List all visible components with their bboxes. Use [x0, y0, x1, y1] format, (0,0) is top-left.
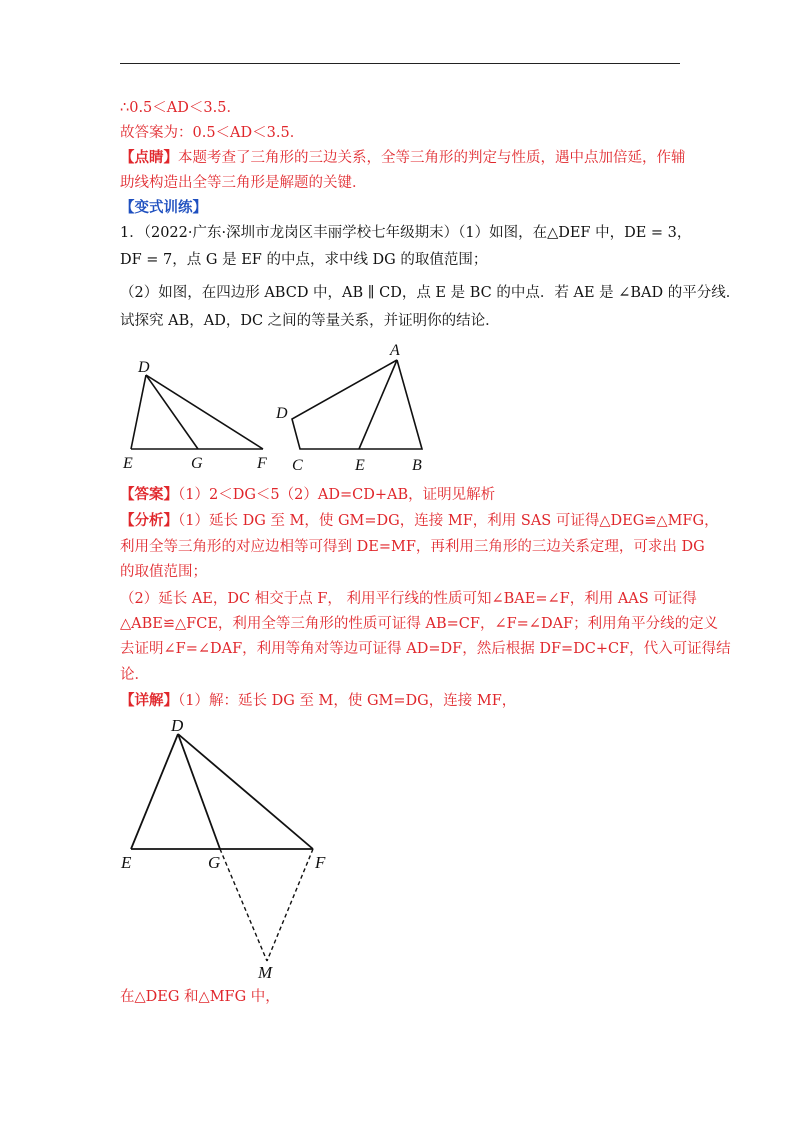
question-line-1: 1．（2022·广东·深圳市龙岗区丰丽学校七年级期末）（1）如图，在△DEF 中，DE = 3，: [120, 225, 692, 241]
fig2-label-a: A: [390, 342, 400, 359]
analysis-line-2: 利用全等三角形的对应边相等可得到 DE=MF，再利用三角形的三边关系定理，可求出 DG: [120, 539, 705, 555]
analysis-line-6: 去证明∠F=∠DAF，利用等角对等边可证得 AD=DF，然后根据 DF=DC+CF，代入可证得结: [120, 641, 731, 657]
answer-tag: 【答案】: [120, 486, 178, 503]
answer-line: [120, 484, 690, 506]
question-figures: [115, 335, 445, 480]
analysis-line-7: 论．: [120, 667, 149, 683]
edge-df: [146, 375, 263, 449]
solution-figure: [115, 712, 355, 982]
analysis-line-4: （2）延长 AE，DC 相交于点 F， 利用平行线的性质可知∠BAE=∠F，利用 AAS 可证得: [120, 591, 697, 607]
fig3-label-g: G: [208, 853, 221, 872]
detail-tag: 【详解】: [120, 692, 178, 709]
segment-gm: [220, 849, 267, 961]
tip-tag: 【点睛】: [120, 149, 178, 166]
detail-text-1: （1）解：延长 DG 至 M，使 GM=DG，连接 MF，: [178, 693, 517, 709]
figure-triangle-def: [131, 375, 263, 449]
segment-fm: [267, 849, 313, 961]
question-line-2: DF = 7，点 G 是 EF 的中点，求中线 DG 的取值范围；: [120, 252, 488, 268]
fig1-label-f: F: [257, 455, 267, 472]
fig1-label-d: D: [138, 359, 150, 376]
segment-ae: [359, 360, 397, 449]
fig2-label-d: D: [276, 405, 288, 422]
fig3-label-m: M: [258, 963, 273, 982]
section-heading: 【变式训练】: [120, 199, 207, 216]
quad-outline: [292, 360, 422, 449]
analysis-text-1: （1）延长 DG 至 M，使 GM=DG，连接 MF，利用 SAS 可证得△DEG≌△MFG，: [178, 513, 719, 529]
text-line-3a: [120, 147, 690, 169]
fig2-label-e: E: [355, 457, 365, 474]
fig2-label-c: C: [292, 457, 303, 474]
analysis-tag: 【分析】: [120, 512, 178, 529]
text-line-1: ∴0.5＜AD＜3.5．: [120, 100, 241, 116]
figure-quadrilateral-abcd: [292, 360, 422, 449]
analysis-line-5: △ABE≌△FCE，利用全等三角形的性质可证得 AB=CF，∠F=∠DAF；利用角平分线的定义: [120, 616, 719, 632]
triangle-def-extended: [131, 734, 313, 849]
edge-de-2: [131, 734, 178, 849]
fig3-label-f: F: [315, 853, 326, 872]
dashed-extension: [220, 849, 313, 961]
fig1-label-g: G: [191, 455, 203, 472]
text-line-2: 故答案为：0.5＜AD＜3.5．: [120, 125, 305, 141]
analysis-line-3: 的取值范围；: [120, 564, 207, 580]
median-dg: [146, 375, 198, 449]
fig2-label-b: B: [412, 457, 422, 474]
question-line-4: 试探究 AB，AD，DC 之间的等量关系，并证明你的结论．: [120, 313, 500, 329]
fig1-label-e: E: [123, 455, 133, 472]
last-line: 在△DEG 和△MFG 中，: [120, 989, 280, 1005]
answer-text: （1）2＜DG＜5（2）AD=CD+AB，证明见解析: [178, 487, 496, 503]
edge-de: [131, 375, 146, 449]
detail-line-1: [120, 690, 690, 712]
fig3-label-e: E: [121, 853, 132, 872]
analysis-line-1: [120, 510, 719, 532]
header-rule: [120, 63, 680, 64]
tip-text: 本题考查了三角形的三边关系，全等三角形的判定与性质，遇中点加倍延，作辅: [178, 150, 686, 166]
fig3-label-d: D: [171, 716, 184, 735]
question-line-3: （2）如图，在四边形 ABCD 中，AB ∥ CD，点 E 是 BC 的中点．若 AE 是 ∠BAD 的平分线．: [120, 285, 741, 301]
text-line-3b: 助线构造出全等三角形是解题的关键．: [120, 175, 367, 191]
